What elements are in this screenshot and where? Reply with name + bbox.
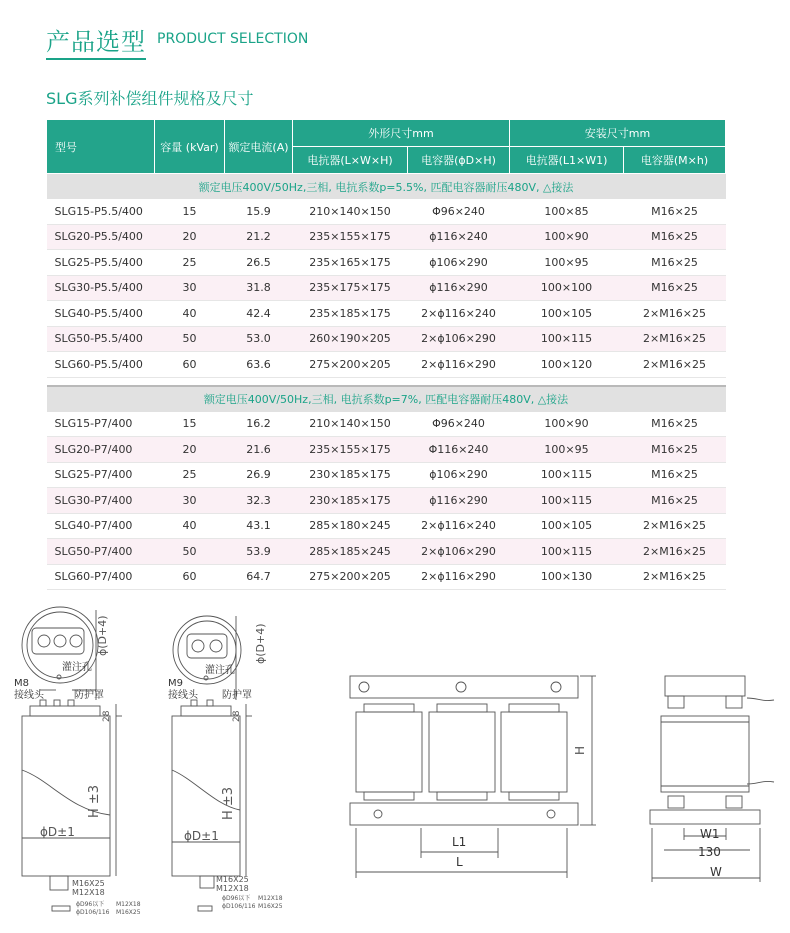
cell-outline-reactor: 210×140×150 bbox=[293, 199, 408, 224]
cell-install-capacitor: M16×25 bbox=[624, 275, 726, 301]
cell-install-reactor: 100×90 bbox=[510, 412, 624, 437]
table-row bbox=[47, 352, 726, 378]
side-dim-130: 130 bbox=[698, 845, 721, 859]
cell-install-reactor: 100×115 bbox=[510, 488, 624, 514]
cap2-dim-h: H ±3 bbox=[221, 786, 236, 820]
cap1-note1: ϕD96以下 bbox=[76, 901, 105, 908]
cell-outline-capacitor: 2×ϕ116×290 bbox=[408, 352, 510, 378]
cell-model: SLG25-P7/400 bbox=[47, 462, 155, 488]
cell-install-capacitor: 2×M16×25 bbox=[624, 564, 726, 590]
table-row bbox=[47, 326, 726, 352]
cell-current: 16.2 bbox=[225, 412, 293, 437]
cell-capacity: 50 bbox=[155, 539, 225, 565]
dimension-drawings bbox=[0, 600, 790, 933]
cell-model: SLG60-P5.5/400 bbox=[47, 352, 155, 378]
cap2-note1: ϕD96以下 bbox=[222, 895, 251, 902]
cell-model: SLG30-P5.5/400 bbox=[47, 275, 155, 301]
cell-current: 26.5 bbox=[225, 250, 293, 276]
cell-capacity: 25 bbox=[155, 250, 225, 276]
cell-model: SLG40-P7/400 bbox=[47, 513, 155, 539]
section-title: SLG系列补偿组件规格及尺寸 bbox=[46, 89, 254, 108]
cap1-cover: 防护罩 bbox=[74, 690, 104, 701]
cap2-note4: M16X25 bbox=[258, 903, 283, 910]
cell-outline-capacitor: ϕ116×240 bbox=[408, 224, 510, 250]
cap2-note2: M12X18 bbox=[258, 895, 283, 902]
cap2-note3: ϕD106/116 bbox=[222, 903, 256, 910]
table-row bbox=[47, 412, 726, 437]
cell-outline-reactor: 230×185×175 bbox=[293, 488, 408, 514]
table-row bbox=[47, 437, 726, 463]
cap2-dim-28: 28 bbox=[232, 710, 242, 722]
cell-install-capacitor: M16×25 bbox=[624, 488, 726, 514]
cell-outline-capacitor: ϕ116×290 bbox=[408, 488, 510, 514]
cell-capacity: 15 bbox=[155, 412, 225, 437]
cell-install-capacitor: M16×25 bbox=[624, 462, 726, 488]
group-install-header: 安装尺寸mm bbox=[510, 120, 726, 147]
cell-capacity: 60 bbox=[155, 352, 225, 378]
cell-install-reactor: 100×95 bbox=[510, 437, 624, 463]
cap1-fill-hole: 灌注孔 bbox=[62, 662, 92, 673]
cell-install-capacitor: 2×M16×25 bbox=[624, 301, 726, 327]
cap2-dim-d: ϕD±1 bbox=[184, 829, 219, 843]
col-model-header: 型号 bbox=[47, 120, 155, 174]
cell-model: SLG40-P5.5/400 bbox=[47, 301, 155, 327]
group-outline-header: 外形尺寸mm bbox=[293, 120, 510, 147]
cell-capacity: 25 bbox=[155, 462, 225, 488]
cell-current: 53.0 bbox=[225, 326, 293, 352]
cell-current: 42.4 bbox=[225, 301, 293, 327]
group-separator bbox=[47, 377, 726, 386]
table-row bbox=[47, 539, 726, 565]
cell-install-reactor: 100×105 bbox=[510, 301, 624, 327]
group-header-row bbox=[47, 174, 726, 200]
cap1-bolt2: M12X18 bbox=[72, 888, 105, 897]
cell-install-capacitor: M16×25 bbox=[624, 199, 726, 224]
cap1-bolt1: M16X25 bbox=[72, 879, 105, 888]
spec-table bbox=[46, 119, 726, 590]
table-row bbox=[47, 513, 726, 539]
cell-model: SLG30-P7/400 bbox=[47, 488, 155, 514]
side-dim-w1: W1 bbox=[700, 827, 720, 841]
cell-outline-capacitor: 2×ϕ106×290 bbox=[408, 539, 510, 565]
sub-outline-reactor-header: 电抗器(L×W×H) bbox=[293, 147, 408, 174]
reactor-front-drawing bbox=[350, 676, 596, 878]
group-header-row bbox=[47, 386, 726, 412]
sub-install-capacitor-header: 电容器(M×h) bbox=[624, 147, 726, 174]
table-row bbox=[47, 564, 726, 590]
cap2-bolt2: M12X18 bbox=[216, 884, 249, 893]
cell-install-reactor: 100×85 bbox=[510, 199, 624, 224]
cell-install-reactor: 100×115 bbox=[510, 539, 624, 565]
cap1-dim-h: H ±3 bbox=[87, 784, 102, 818]
cell-install-capacitor: M16×25 bbox=[624, 224, 726, 250]
reactor-dim-l: L bbox=[456, 855, 463, 869]
cell-outline-capacitor: ϕ106×290 bbox=[408, 250, 510, 276]
cell-capacity: 30 bbox=[155, 488, 225, 514]
cell-outline-reactor: 275×200×205 bbox=[293, 352, 408, 378]
table-row bbox=[47, 250, 726, 276]
cell-model: SLG15-P7/400 bbox=[47, 412, 155, 437]
cell-current: 64.7 bbox=[225, 564, 293, 590]
cell-outline-reactor: 260×190×205 bbox=[293, 326, 408, 352]
cell-capacity: 50 bbox=[155, 326, 225, 352]
cell-install-capacitor: 2×M16×25 bbox=[624, 513, 726, 539]
cell-capacity: 20 bbox=[155, 224, 225, 250]
cell-install-reactor: 100×130 bbox=[510, 564, 624, 590]
cell-model: SLG60-P7/400 bbox=[47, 564, 155, 590]
cell-outline-capacitor: 2×ϕ116×240 bbox=[408, 513, 510, 539]
sub-outline-capacitor-header: 电容器(ϕD×H) bbox=[408, 147, 510, 174]
cap2-terminal: 接线头 bbox=[168, 690, 198, 701]
cell-capacity: 15 bbox=[155, 199, 225, 224]
cell-outline-reactor: 230×185×175 bbox=[293, 462, 408, 488]
table-row bbox=[47, 462, 726, 488]
cell-current: 32.3 bbox=[225, 488, 293, 514]
cell-outline-capacitor: ϕ116×290 bbox=[408, 275, 510, 301]
cell-install-capacitor: 2×M16×25 bbox=[624, 539, 726, 565]
cell-outline-capacitor: Φ116×240 bbox=[408, 437, 510, 463]
cell-model: SLG20-P7/400 bbox=[47, 437, 155, 463]
cap2-cover: 防护罩 bbox=[222, 690, 252, 701]
cell-outline-reactor: 275×200×205 bbox=[293, 564, 408, 590]
cell-outline-reactor: 235×155×175 bbox=[293, 224, 408, 250]
table-row bbox=[47, 199, 726, 224]
separator-cell bbox=[47, 377, 726, 386]
col-current-header: 额定电流(A) bbox=[225, 120, 293, 174]
side-dim-w: W bbox=[710, 865, 722, 879]
cell-current: 26.9 bbox=[225, 462, 293, 488]
cell-model: SLG50-P5.5/400 bbox=[47, 326, 155, 352]
cell-outline-capacitor: Φ96×240 bbox=[408, 412, 510, 437]
cell-outline-reactor: 285×185×245 bbox=[293, 539, 408, 565]
table-row bbox=[47, 224, 726, 250]
cell-capacity: 60 bbox=[155, 564, 225, 590]
cell-install-reactor: 100×115 bbox=[510, 326, 624, 352]
cap2-dim-d4: ϕ(D+4) bbox=[254, 623, 267, 664]
cap2-m-label: M9 bbox=[168, 678, 183, 689]
cell-capacity: 30 bbox=[155, 275, 225, 301]
cell-outline-reactor: 235×165×175 bbox=[293, 250, 408, 276]
reactor-dim-h: H bbox=[573, 745, 587, 755]
cell-model: SLG50-P7/400 bbox=[47, 539, 155, 565]
cell-install-capacitor: M16×25 bbox=[624, 250, 726, 276]
reactor-dim-l1: L1 bbox=[452, 835, 467, 849]
page-title: 产品选型 bbox=[46, 28, 146, 56]
cell-install-reactor: 100×120 bbox=[510, 352, 624, 378]
cell-current: 21.6 bbox=[225, 437, 293, 463]
col-capacity-header: 容量 (kVar) bbox=[155, 120, 225, 174]
capacitor-drawing-2 bbox=[172, 616, 252, 911]
cell-model: SLG15-P5.5/400 bbox=[47, 199, 155, 224]
cell-current: 63.6 bbox=[225, 352, 293, 378]
cell-install-reactor: 100×100 bbox=[510, 275, 624, 301]
cell-outline-capacitor: Φ96×240 bbox=[408, 199, 510, 224]
sub-install-reactor-header: 电抗器(L1×W1) bbox=[510, 147, 624, 174]
cap1-dim-d: ϕD±1 bbox=[40, 825, 75, 839]
cell-outline-capacitor: 2×ϕ116×290 bbox=[408, 564, 510, 590]
cap1-note3: ϕD106/116 bbox=[76, 909, 110, 916]
cell-model: SLG20-P5.5/400 bbox=[47, 224, 155, 250]
cell-current: 53.9 bbox=[225, 539, 293, 565]
cell-outline-reactor: 235×175×175 bbox=[293, 275, 408, 301]
cell-outline-reactor: 210×140×150 bbox=[293, 412, 408, 437]
cell-current: 31.8 bbox=[225, 275, 293, 301]
cell-outline-reactor: 235×185×175 bbox=[293, 301, 408, 327]
cap2-bolt1: M16X25 bbox=[216, 875, 249, 884]
cap1-dim-28: 28 bbox=[102, 710, 112, 722]
cell-install-reactor: 100×90 bbox=[510, 224, 624, 250]
cap1-terminal: 接线头 bbox=[14, 690, 44, 701]
cell-install-capacitor: M16×25 bbox=[624, 437, 726, 463]
cell-install-capacitor: 2×M16×25 bbox=[624, 326, 726, 352]
table-row bbox=[47, 301, 726, 327]
cap2-fill-hole: 灌注孔 bbox=[205, 665, 235, 676]
cap1-note4: M16X25 bbox=[116, 909, 141, 916]
cell-capacity: 40 bbox=[155, 301, 225, 327]
title-underline bbox=[46, 58, 146, 60]
table-row bbox=[47, 488, 726, 514]
cell-install-reactor: 100×95 bbox=[510, 250, 624, 276]
cap1-dim-d4: ϕ(D+4) bbox=[96, 615, 109, 656]
group-note: 额定电压400V/50Hz,三相, 电抗系数p=5.5%, 匹配电容器耐压480V, △接法 bbox=[47, 174, 726, 200]
cap1-note2: M12X18 bbox=[116, 901, 141, 908]
group-note: 额定电压400V/50Hz,三相, 电抗系数p=7%, 匹配电容器耐压480V, △接法 bbox=[47, 386, 726, 412]
cell-install-reactor: 100×105 bbox=[510, 513, 624, 539]
cell-capacity: 20 bbox=[155, 437, 225, 463]
page-subtitle: PRODUCT SELECTION bbox=[157, 31, 309, 47]
cell-outline-reactor: 285×180×245 bbox=[293, 513, 408, 539]
cell-capacity: 40 bbox=[155, 513, 225, 539]
cell-current: 21.2 bbox=[225, 224, 293, 250]
table-row bbox=[47, 275, 726, 301]
cell-current: 43.1 bbox=[225, 513, 293, 539]
cell-current: 15.9 bbox=[225, 199, 293, 224]
cell-install-capacitor: 2×M16×25 bbox=[624, 352, 726, 378]
cap1-m-label: M8 bbox=[14, 678, 29, 689]
cell-install-reactor: 100×115 bbox=[510, 462, 624, 488]
cell-model: SLG25-P5.5/400 bbox=[47, 250, 155, 276]
cell-outline-capacitor: 2×ϕ106×290 bbox=[408, 326, 510, 352]
cell-outline-reactor: 235×155×175 bbox=[293, 437, 408, 463]
cell-install-capacitor: M16×25 bbox=[624, 412, 726, 437]
cell-outline-capacitor: ϕ106×290 bbox=[408, 462, 510, 488]
cell-outline-capacitor: 2×ϕ116×240 bbox=[408, 301, 510, 327]
